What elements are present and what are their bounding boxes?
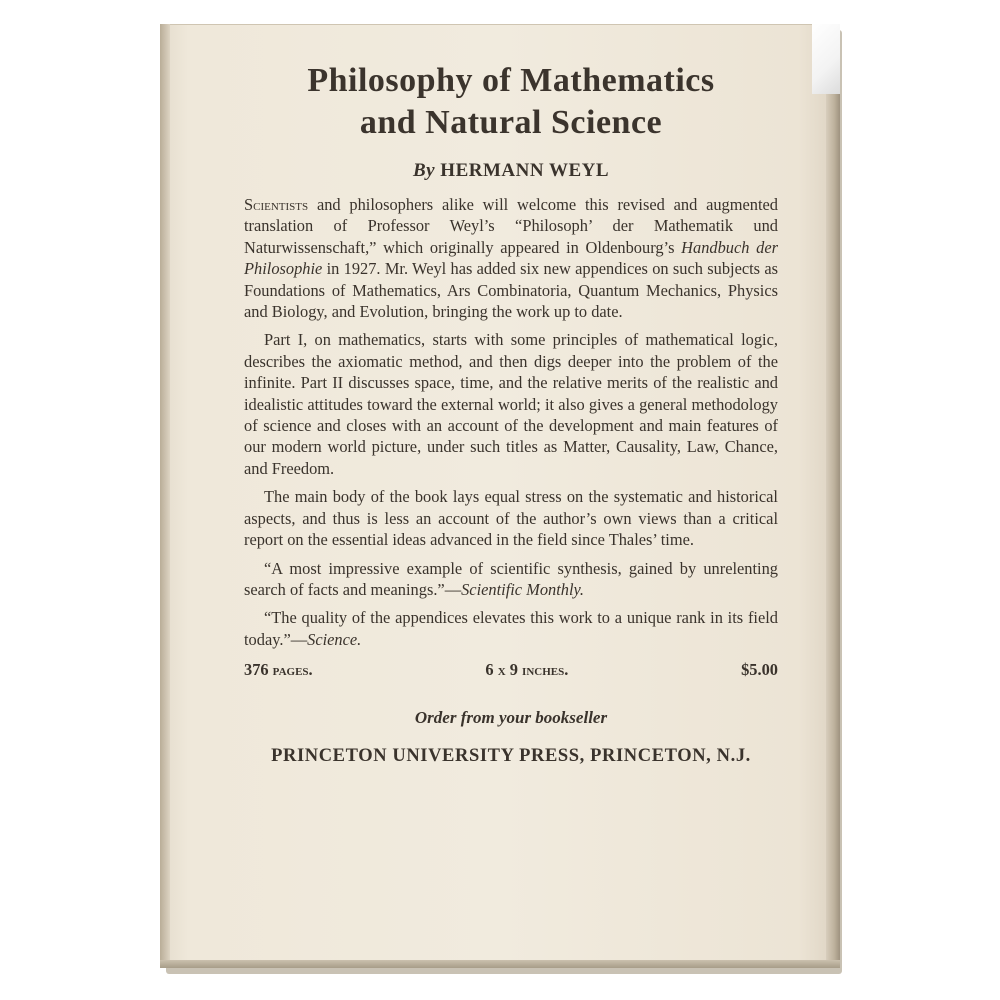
author-name: HERMANN WEYL: [440, 160, 610, 181]
jacket-right-fold: [826, 24, 840, 968]
book-specs: [244, 660, 778, 680]
quote-2-source: Science.: [307, 629, 362, 649]
quote-1-text: “A most impressive example of scientific synthesis, gained by unrelenting search of facts and meanings.”—: [244, 558, 778, 599]
price: $5.00: [741, 660, 778, 680]
paragraph-lead-word: Scientists: [244, 195, 309, 214]
title-line-1: Philosophy of Mathematics: [307, 62, 715, 99]
byline: [244, 160, 778, 182]
jacket-corner-wear: [812, 24, 840, 94]
order-line: Order from your bookseller: [414, 708, 608, 728]
page-count: 376 pages.: [244, 660, 313, 680]
description-paragraph-1: [244, 194, 778, 322]
quote-2-text: “The quality of the appendices elevates this work to a unique rank in its field today.”—: [244, 608, 778, 649]
jacket-left-fold: [160, 24, 170, 968]
byline-by: By: [412, 160, 436, 181]
jacket-text: [244, 60, 778, 767]
paragraph-1-part-b: in 1927. Mr. Weyl has added six new appendices on such subjects as Foundations of Mathematics, Ars Combinatoria, Quantum Mechanics, Physics and Biology, and Evolution, bringing the work up to date.: [244, 259, 778, 322]
description-paragraph-3: The main body of the book lays equal stress on the systematic and historical aspects, and thus is less an account of the author’s own views than a critical report on the essential ideas advanced in the field since Thales’ time.: [244, 487, 778, 550]
review-quote-2: [244, 607, 778, 650]
book-title: [244, 60, 778, 144]
trim-size: 6 x 9 inches.: [485, 660, 569, 680]
jacket-bottom-edge: [160, 960, 840, 968]
paragraph-1-part-a: and philosophers alike will welcome this revised and augmented translation of Professor Weyl’s “Philosoph’ der Mathematik und Naturwissenschaft,” which originally appeared in Oldenbourg’s: [244, 195, 778, 257]
paragraph-1-italic: Handbuch der Philosophie: [244, 237, 778, 279]
title-line-2: and Natural Science: [359, 104, 663, 141]
quote-1-source: Scientific Monthly.: [461, 579, 584, 599]
publisher-line: PRINCETON UNIVERSITY PRESS, PRINCETON, N.J.: [271, 746, 751, 767]
description-paragraph-2: Part I, on mathematics, starts with some principles of mathematical logic, describes the axiomatic method, and then digs deeper into the problem of the infinite. Part II discusses space, time, and the relative merits of the realistic and idealistic attitudes toward the external world; it also gives a general methodology of science and closes with an account of the development and main features of our modern world picture, under such titles as Matter, Causality, Law, Chance, and Freedom.: [244, 330, 778, 478]
review-quote-1: [244, 558, 778, 601]
